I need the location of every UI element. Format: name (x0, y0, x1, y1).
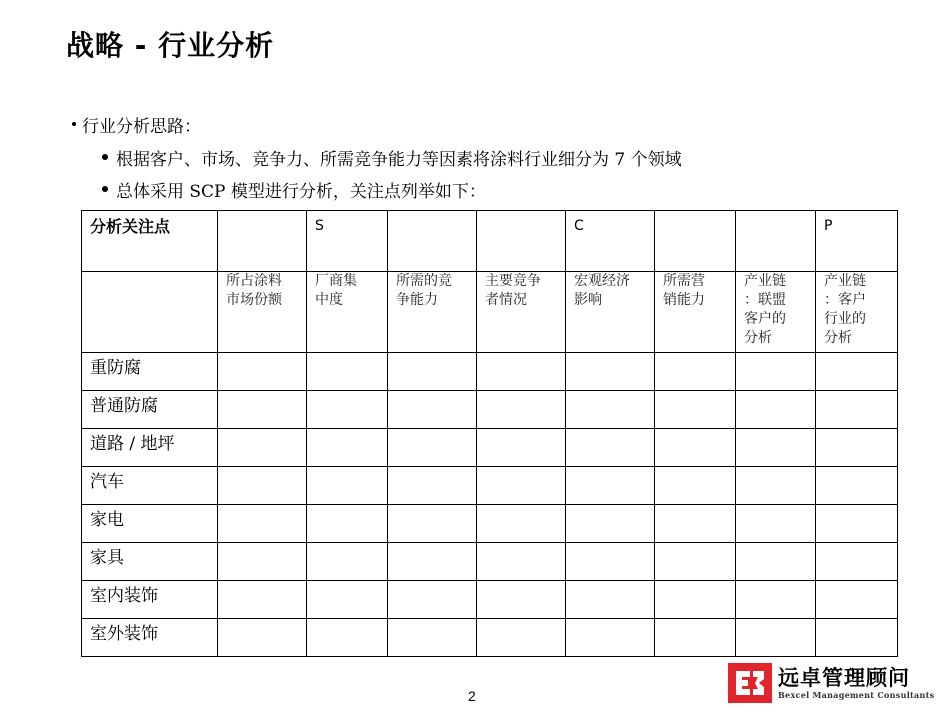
table-cell (736, 543, 816, 581)
bullet-dot (102, 186, 108, 192)
table-cell (218, 505, 307, 543)
logo-text (778, 666, 934, 700)
sub-header-line: 所需的竞 (396, 273, 452, 289)
table-cell (307, 429, 388, 467)
bullet-text: 行业分析思路： (82, 116, 201, 137)
bullet-dot (102, 154, 108, 160)
group-header-row (82, 211, 898, 272)
sub-header-line: 行业的 (824, 311, 866, 327)
table-cell (816, 353, 898, 391)
sub-header-cell (218, 272, 307, 353)
table-cell (816, 467, 898, 505)
bullet-list (72, 112, 682, 203)
table-cell (388, 543, 477, 581)
table-cell (816, 581, 898, 619)
sub-header-line: 销能力 (663, 292, 705, 308)
sub-header-cell (655, 272, 736, 353)
row-label: 汽车 (82, 467, 218, 505)
table-cell (566, 467, 655, 505)
sub-header-line: 所占涂料 (226, 273, 282, 289)
bullet-dot (72, 122, 76, 126)
table-cell (307, 543, 388, 581)
table-cell (655, 543, 736, 581)
row-label: 道路 / 地坪 (82, 429, 218, 467)
table-cell (477, 467, 566, 505)
table-cell (307, 353, 388, 391)
table-cell (655, 581, 736, 619)
sub-header-line: 分析 (824, 330, 852, 346)
table-cell (477, 391, 566, 429)
table-cell (816, 391, 898, 429)
group-header-cell (655, 211, 736, 272)
logo-mark-icon (728, 663, 772, 703)
sub-header-cell (736, 272, 816, 353)
table-cell (736, 429, 816, 467)
table-row (82, 581, 898, 619)
sub-header-cell (307, 272, 388, 353)
group-header-p: P (816, 211, 898, 272)
sub-header-cell (566, 272, 655, 353)
sub-header-line: ：客户 (824, 292, 866, 308)
table-cell (736, 581, 816, 619)
table-cell (477, 505, 566, 543)
data-rows (82, 353, 898, 657)
group-header-c: C (566, 211, 655, 272)
table-row (82, 391, 898, 429)
table-row (82, 353, 898, 391)
sub-header-cell (816, 272, 898, 353)
table-cell (307, 391, 388, 429)
sub-header-cell (477, 272, 566, 353)
table-cell (218, 543, 307, 581)
table-cell (307, 467, 388, 505)
table-cell (388, 391, 477, 429)
scp-analysis-table (81, 210, 898, 657)
sub-header-row (82, 272, 898, 353)
table-cell (307, 505, 388, 543)
sub-header-line: 厂商集 (315, 273, 357, 289)
bullet-text: 总体采用 SCP 模型进行分析，关注点列举如下： (116, 181, 486, 202)
corner-header: 分析关注点 (82, 211, 218, 272)
table-cell (736, 353, 816, 391)
table-row (82, 619, 898, 657)
table-cell (655, 353, 736, 391)
table-cell (218, 429, 307, 467)
sub-header-line: 争能力 (396, 292, 438, 308)
bullet-level2 (102, 175, 682, 203)
table-cell (736, 505, 816, 543)
row-label: 室外装饰 (82, 619, 218, 657)
table-cell (388, 467, 477, 505)
sub-header-line: ：联盟 (744, 292, 786, 308)
table-cell (388, 581, 477, 619)
table-cell (655, 391, 736, 429)
bullet-level1 (72, 112, 682, 136)
row-label: 重防腐 (82, 353, 218, 391)
table-cell (566, 429, 655, 467)
row-label: 家电 (82, 505, 218, 543)
logo-cn-name: 远卓管理顾问 (778, 666, 910, 690)
table-cell (566, 581, 655, 619)
empty-cell (82, 272, 218, 353)
table-cell (736, 467, 816, 505)
table-cell (736, 391, 816, 429)
row-label: 室内装饰 (82, 581, 218, 619)
sub-header-line: 主要竞争 (485, 273, 541, 289)
table-cell (388, 429, 477, 467)
table-cell (655, 619, 736, 657)
table-cell (816, 505, 898, 543)
table-cell (218, 619, 307, 657)
group-header-cell (388, 211, 477, 272)
table-cell (218, 467, 307, 505)
page-title: 战略 - 行业分析 (66, 29, 275, 62)
sub-header-line: 市场份额 (226, 292, 282, 308)
group-header-cell (218, 211, 307, 272)
table-cell (566, 619, 655, 657)
sub-header-line: 中度 (315, 292, 343, 308)
company-logo (728, 662, 942, 704)
table-cell (816, 619, 898, 657)
table-cell (477, 619, 566, 657)
table-cell (218, 391, 307, 429)
table-cell (566, 391, 655, 429)
table-row (82, 505, 898, 543)
table-cell (816, 543, 898, 581)
table-cell (477, 581, 566, 619)
sub-header-line: 产业链 (744, 273, 786, 289)
table-cell (655, 467, 736, 505)
table-cell (388, 619, 477, 657)
group-header-cell (736, 211, 816, 272)
table-cell (218, 353, 307, 391)
sub-header-line: 产业链 (824, 273, 866, 289)
table-cell (388, 353, 477, 391)
table-cell (477, 353, 566, 391)
bullet-text: 根据客户、市场、竞争力、所需竞争能力等因素将涂料行业细分为 7 个领域 (116, 149, 682, 170)
table-cell (736, 619, 816, 657)
row-label: 家具 (82, 543, 218, 581)
table-cell (477, 429, 566, 467)
row-label: 普通防腐 (82, 391, 218, 429)
bullet-level2 (102, 143, 682, 171)
table-cell (816, 429, 898, 467)
table-cell (307, 619, 388, 657)
table-cell (477, 543, 566, 581)
group-header-cell (477, 211, 566, 272)
table-cell (388, 505, 477, 543)
sub-header-line: 分析 (744, 330, 772, 346)
sub-header-line: 者情况 (485, 292, 527, 308)
sub-header-line: 宏观经济 (574, 273, 630, 289)
sub-header-line: 客户的 (744, 311, 786, 327)
table-cell (307, 581, 388, 619)
sub-header-line: 所需营 (663, 273, 705, 289)
table-cell (566, 505, 655, 543)
logo-en-name: Bexcel Management Consultants (778, 690, 935, 700)
sub-header-line: 影响 (574, 292, 602, 308)
table-row (82, 467, 898, 505)
table-cell (566, 543, 655, 581)
table-row (82, 543, 898, 581)
table-cell (655, 429, 736, 467)
table-row (82, 429, 898, 467)
page-number: 2 (468, 688, 476, 704)
sub-header-cell (388, 272, 477, 353)
table-cell (566, 353, 655, 391)
group-header-s: S (307, 211, 388, 272)
table-cell (655, 505, 736, 543)
table-cell (218, 581, 307, 619)
